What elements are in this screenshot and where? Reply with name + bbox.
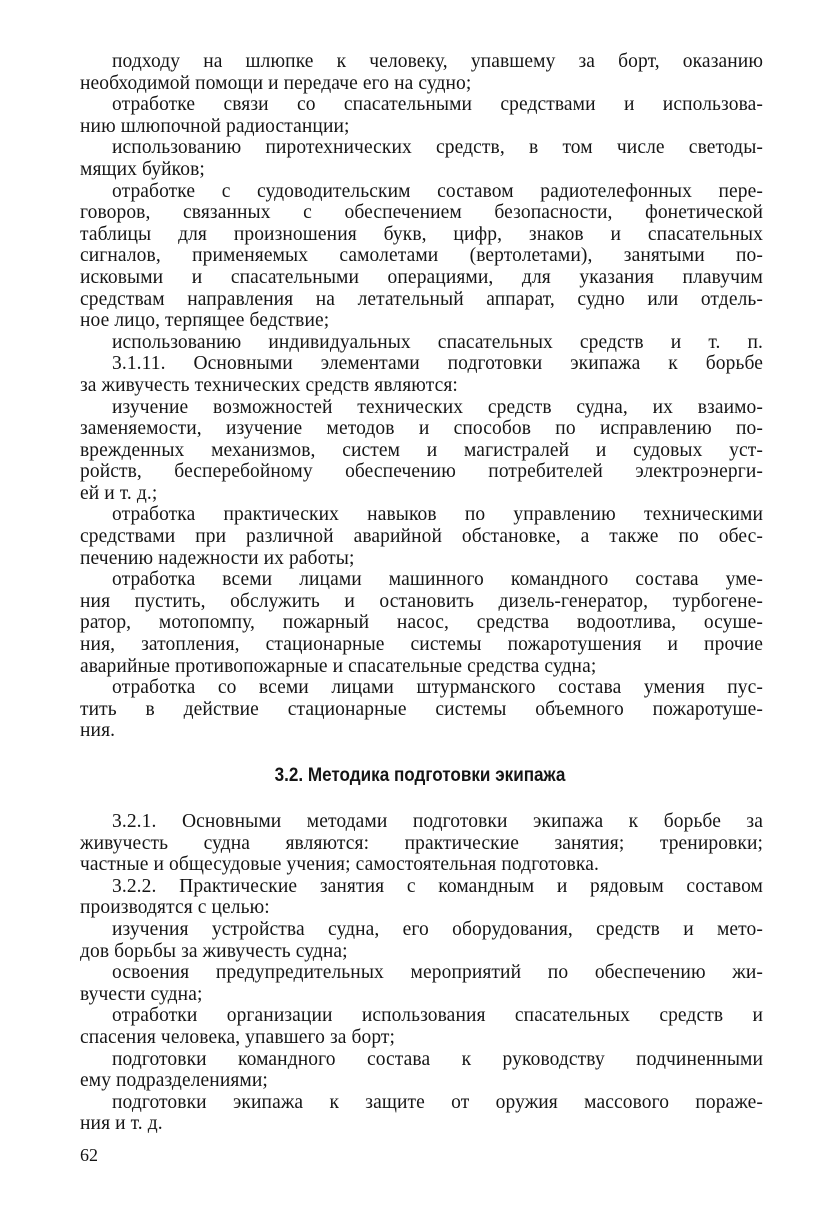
text-line: 3.2.1. Основными методами подготовки экипажа к борьбе за — [112, 811, 763, 832]
text-block-section-3-2 — [80, 811, 763, 1135]
text-line: необходимой помощи и передаче его на судно; — [80, 72, 472, 94]
text-line: отработка всеми лицами машинного командного состава уме- — [112, 569, 763, 591]
text-line: 3.1.11. Основными элементами подготовки экипажа к борьбе — [112, 353, 763, 375]
text-line: отработке связи со спасательными средствами и использова- — [112, 94, 763, 116]
text-line: отработка со всеми лицами штурманского состава умения пус- — [112, 677, 763, 699]
text-line: нию шлюпочной радиостанции; — [80, 115, 350, 137]
text-line: ройств, бесперебойному обеспечению потребителей электроэнерги- — [80, 461, 763, 483]
text-line: дов борьбы за живучесть судна; — [80, 940, 348, 962]
text-line: ния и т. д. — [80, 1113, 163, 1135]
text-line: частные и общесудовые учения; самостоятельная подготовка. — [80, 854, 599, 876]
text-line: тить в действие стационарные системы объемного пожаротуше- — [80, 698, 763, 720]
text-line: говоров, связанных с обеспечением безопасности, фонетической — [80, 202, 763, 224]
text-line: ему подразделениями; — [80, 1070, 268, 1092]
text-line: ей и т. д.; — [80, 482, 158, 504]
text-line: средствами при различной аварийной обстановке, а также по обес- — [80, 526, 763, 548]
text-line: живучесть судна являются: практические занятия; тренировки; — [80, 832, 763, 854]
text-line: ния, затопления, стационарные системы пожаротушения и прочие — [80, 634, 763, 656]
text-line: освоения предупредительных мероприятий по обеспечению жи- — [112, 962, 763, 984]
text-line: отработке с судоводительским составом радиотелефонных пере- — [112, 180, 763, 202]
text-line: за живучесть технических средств являются: — [80, 374, 458, 396]
text-line: таблицы для произношения букв, цифр, знаков и спасательных — [80, 223, 763, 245]
text-line: отработка практических навыков по управлению техническими — [112, 504, 763, 526]
text-line: ное лицо, терпящее бедствие; — [80, 310, 330, 332]
text-line: изучения устройства судна, его оборудования, средств и мето- — [112, 918, 763, 940]
text-line: заменяемости, изучение методов и способов по исправлению по- — [80, 418, 763, 440]
text-line: использованию пиротехнических средств, в том числе светоды- — [112, 137, 763, 159]
text-line: врежденных механизмов, систем и магистралей и судовых уст- — [80, 439, 763, 461]
text-line: исковыми и спасательными операциями, для указания плавучим — [80, 266, 763, 288]
section-heading: 3.2. Методика подготовки экипажа — [274, 765, 566, 786]
text-line: отработки организации использования спасательных средств и — [112, 1005, 763, 1027]
text-line: вучести судна; — [80, 983, 203, 1005]
text-line: подготовки командного состава к руководству подчиненными — [112, 1048, 763, 1070]
text-line: печению надежности их работы; — [80, 547, 355, 569]
text-line: 3.2.2. Практические занятия с командным и рядовым составом — [112, 875, 763, 897]
text-line: подходу на шлюпке к человеку, упавшему за борт, оказанию — [112, 51, 763, 72]
text-line: спасения человека, упавшего за борт; — [80, 1026, 396, 1048]
text-line: производятся с целью: — [80, 897, 270, 919]
text-line: ратор, мотопомпу, пожарный насос, средства водоотлива, осуше- — [80, 612, 763, 634]
text-line: использованию индивидуальных спасательных средств и т. п. — [112, 331, 763, 353]
text-line: средствам направления на летательный аппарат, судно или отдель- — [80, 288, 763, 310]
text-line: ния. — [80, 720, 116, 742]
text-line: аварийные противопожарные и спасательные средства судна; — [80, 655, 597, 677]
text-line: мящих буйков; — [80, 158, 205, 180]
text-line: изучение возможностей технических средств судна, их взаимо- — [112, 396, 763, 418]
text-block-section-3-1 — [80, 51, 763, 742]
text-line: сигналов, применяемых самолетами (вертолетами), занятыми по- — [80, 245, 763, 267]
page-number: 62 — [80, 1145, 98, 1165]
text-line: подготовки экипажа к защите от оружия массового пораже- — [112, 1091, 763, 1113]
text-line: ния пустить, обслужить и остановить дизель-генератор, турбогене- — [80, 590, 763, 612]
